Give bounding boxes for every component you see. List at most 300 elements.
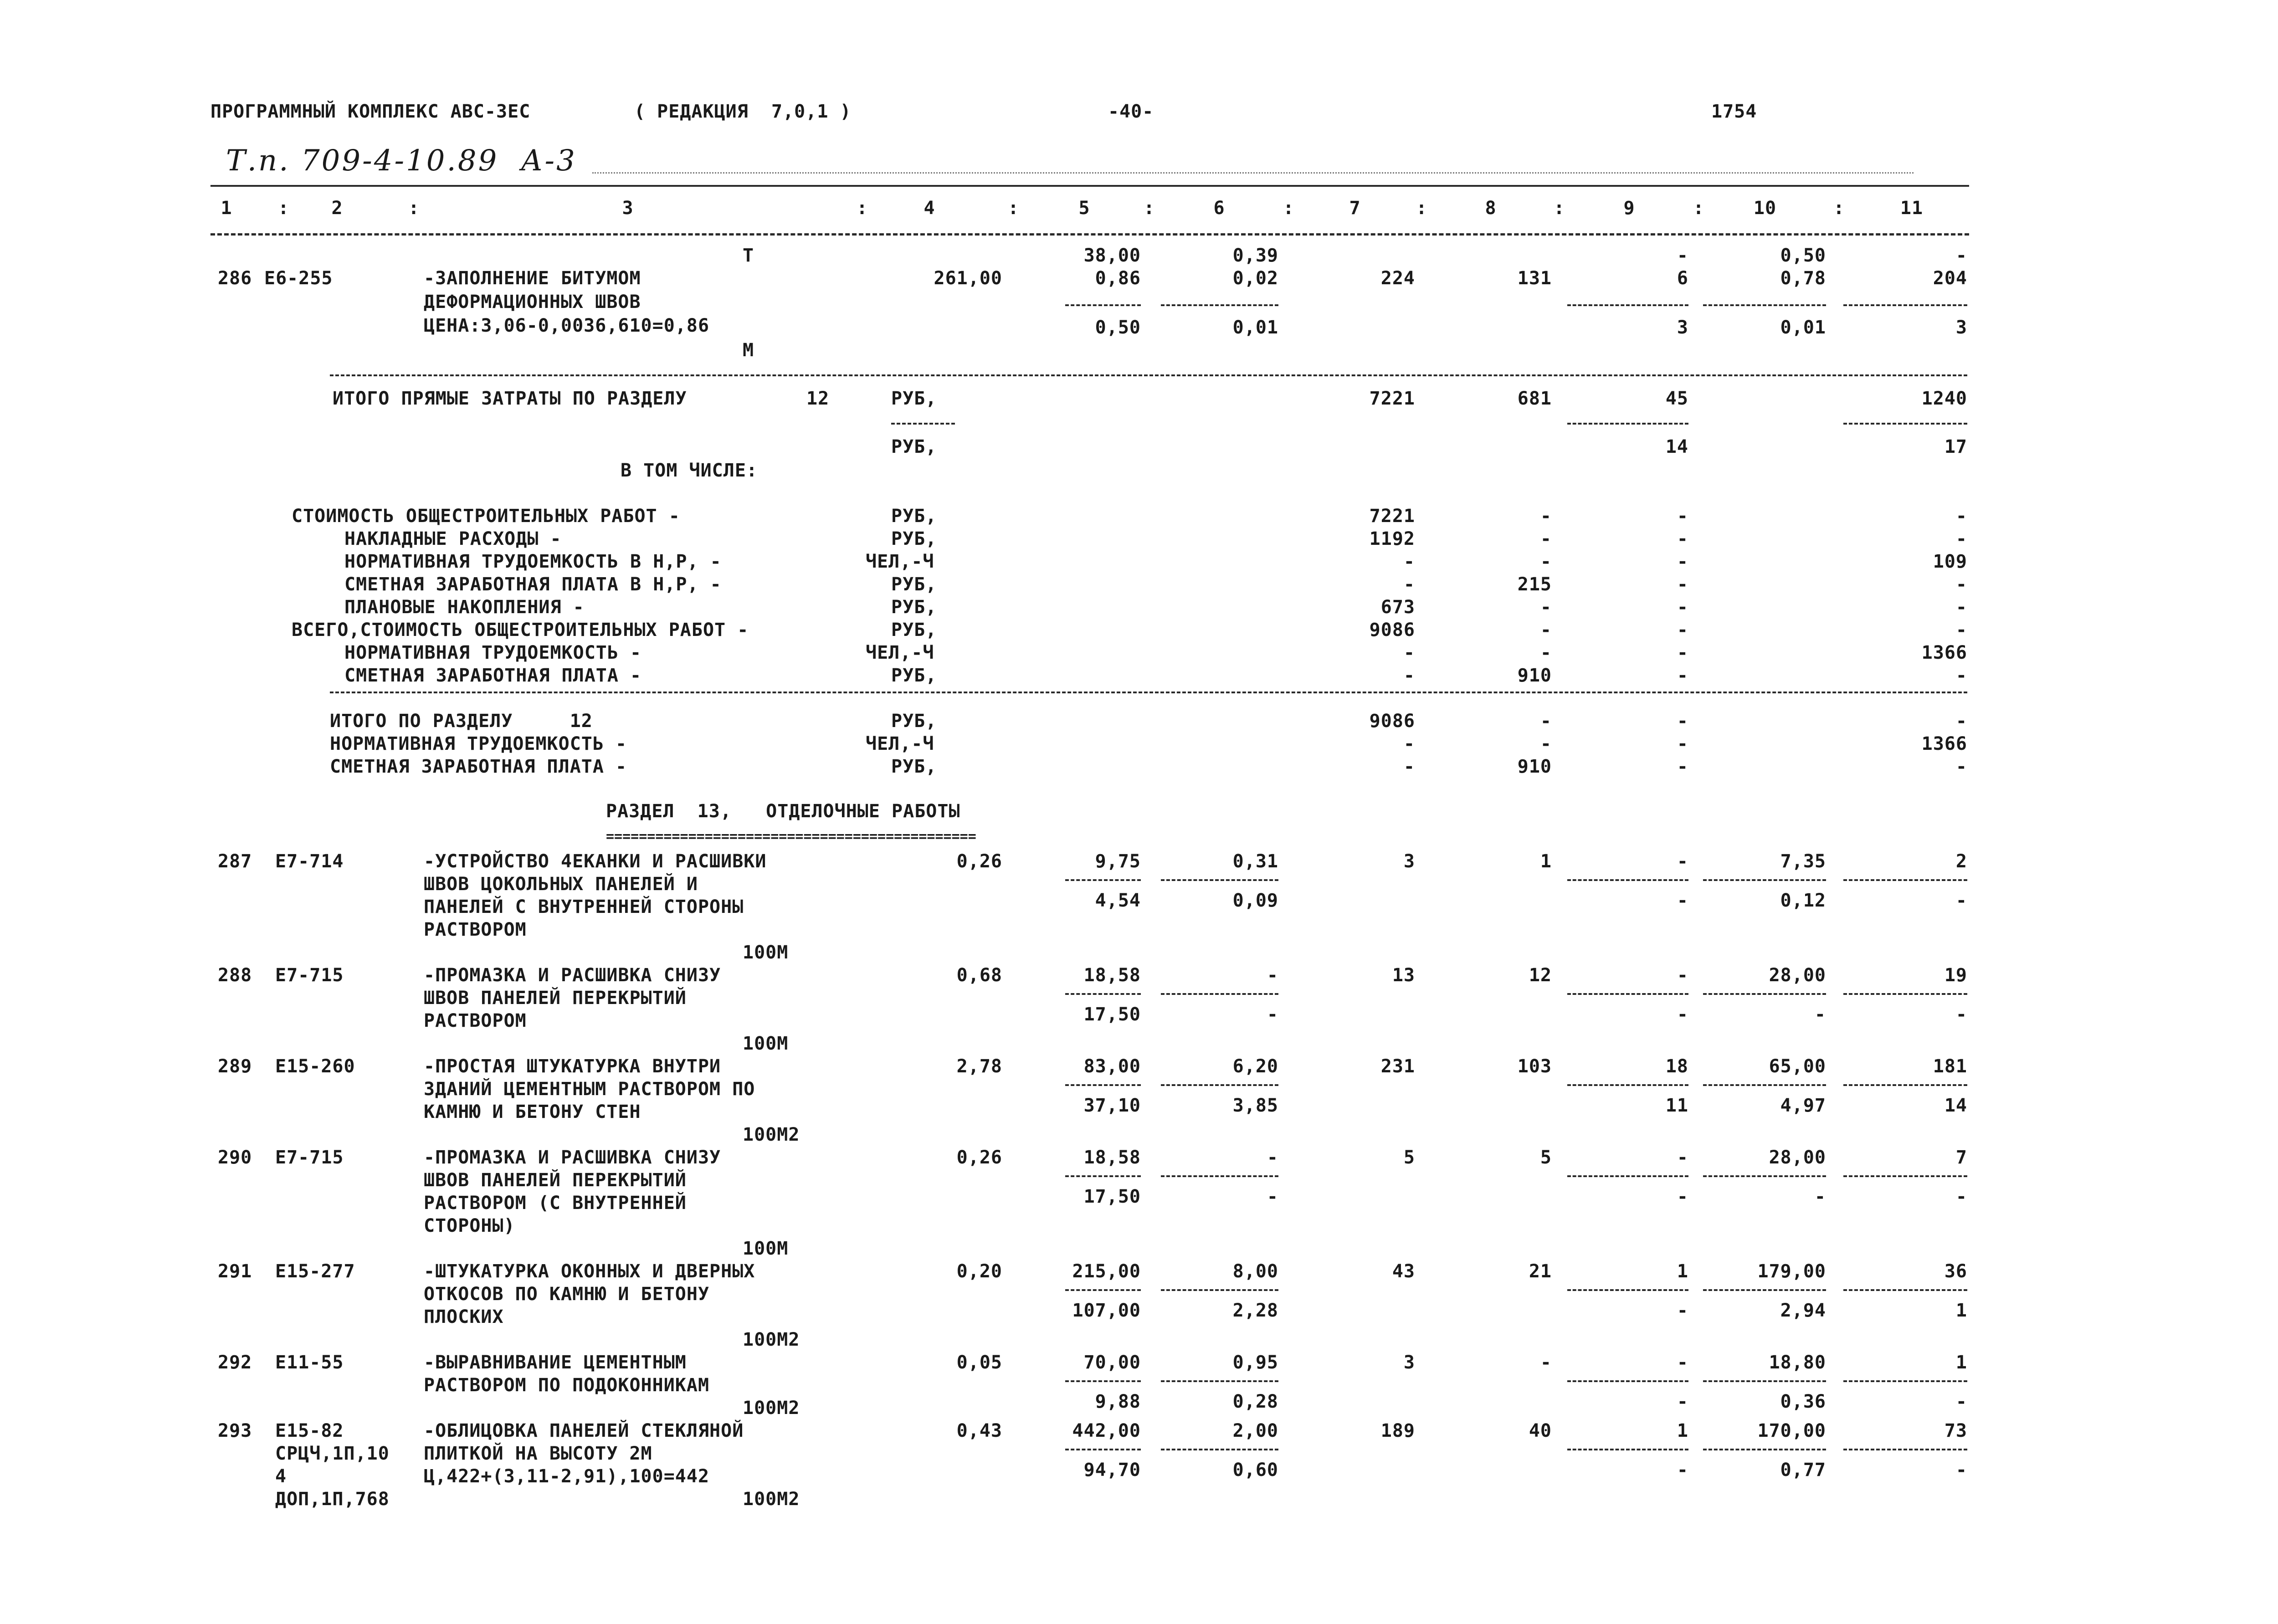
value-c5b: 17,50 bbox=[1083, 1004, 1141, 1025]
item-code: Е15-82 bbox=[275, 1420, 344, 1441]
value-c9b: - bbox=[1677, 1004, 1688, 1025]
value-c11: 2 bbox=[1955, 851, 1967, 872]
section-title-double-rule: ============================================= bbox=[606, 830, 976, 844]
value-c6b: 0,28 bbox=[1232, 1391, 1278, 1412]
breakdown-label: СМЕТНАЯ ЗАРАБОТНАЯ ПЛАТА В Н,Р, - bbox=[344, 574, 722, 595]
value-c10b: 0,12 bbox=[1780, 890, 1826, 911]
document-code: 1754 bbox=[1711, 101, 1757, 122]
unit-label: ЧЕЛ,-Ч bbox=[866, 642, 934, 663]
value-c11: 1 bbox=[1955, 1352, 1967, 1373]
page-number: -40- bbox=[1108, 101, 1154, 122]
unit-label: ЧЕЛ,-Ч bbox=[866, 733, 934, 754]
value-c11: - bbox=[1955, 245, 1967, 266]
unit-label: РУБ, bbox=[891, 597, 937, 618]
unit-label: РУБ, bbox=[891, 665, 937, 686]
value-c11b: - bbox=[1955, 1004, 1967, 1025]
value-c7: 1192 bbox=[1369, 528, 1415, 549]
value-c5b: 0,50 bbox=[1095, 317, 1141, 338]
item-description: ШВОВ ЦОКОЛЬНЫХ ПАНЕЛЕЙ И bbox=[424, 874, 698, 895]
value-c11: - bbox=[1955, 711, 1967, 732]
unit-label: М bbox=[743, 340, 754, 361]
program-title: ПРОГРАММНЫЙ КОМПЛЕКС АВС-ЗЕС bbox=[210, 101, 531, 122]
unit-label: Т bbox=[743, 245, 754, 266]
value-c5: 442,00 bbox=[1072, 1420, 1141, 1441]
value-underline bbox=[1567, 423, 1688, 425]
value-underline bbox=[1567, 879, 1688, 881]
value-underline bbox=[1843, 1289, 1967, 1291]
direct-costs-label: ИТОГО ПРЯМЫЕ ЗАТРАТЫ ПО РАЗДЕЛУ bbox=[333, 388, 687, 409]
value-c10b: - bbox=[1814, 1004, 1826, 1025]
value-underline bbox=[1843, 993, 1967, 995]
value-c10: 179,00 bbox=[1757, 1261, 1826, 1282]
column-number: 9 bbox=[1623, 198, 1635, 219]
value-c7: - bbox=[1403, 574, 1415, 595]
unit-label: ЧЕЛ,-Ч bbox=[866, 551, 934, 572]
value-c7: 7221 bbox=[1369, 388, 1415, 409]
item-number: 292 bbox=[218, 1352, 252, 1373]
column-number: 4 bbox=[924, 198, 935, 219]
value-c6b: 0,09 bbox=[1232, 890, 1278, 911]
item-number: 289 bbox=[218, 1056, 252, 1077]
value-underline bbox=[1703, 879, 1826, 881]
value-c9: - bbox=[1677, 1352, 1688, 1373]
value-c7: 7221 bbox=[1369, 506, 1415, 527]
value-c7: 231 bbox=[1380, 1056, 1415, 1077]
value-c7: 3 bbox=[1403, 1352, 1415, 1373]
value-c8: - bbox=[1540, 642, 1552, 663]
value-c4: 0,20 bbox=[956, 1261, 1002, 1282]
item-description: -ПРОСТАЯ ШТУКАТУРКА ВНУТРИ bbox=[424, 1056, 721, 1077]
breakdown-label: НАКЛАДНЫЕ РАСХОДЫ - bbox=[344, 528, 562, 549]
value-c8: - bbox=[1540, 528, 1552, 549]
value-c5: 18,58 bbox=[1083, 1147, 1141, 1168]
value-c5: 18,58 bbox=[1083, 965, 1141, 986]
item-code: Е15-260 bbox=[275, 1056, 355, 1077]
value-c6: 0,31 bbox=[1232, 851, 1278, 872]
column-separator: : bbox=[1693, 198, 1705, 219]
value-c9: - bbox=[1677, 733, 1688, 754]
unit-label: 100М bbox=[743, 1033, 789, 1054]
value-underline bbox=[1567, 1289, 1688, 1291]
section-total-label: ИТОГО ПО РАЗДЕЛУ 12 bbox=[330, 711, 593, 732]
value-c9: - bbox=[1677, 574, 1688, 595]
value-c5: 0,86 bbox=[1095, 268, 1141, 289]
item-code: Е7-714 bbox=[275, 851, 344, 872]
value-c8: 215 bbox=[1517, 574, 1552, 595]
value-c8: 40 bbox=[1529, 1420, 1552, 1441]
value-c8: - bbox=[1540, 1352, 1552, 1373]
column-separator: : bbox=[408, 198, 420, 219]
item-description: ОТКОСОВ ПО КАМНЮ И БЕТОНУ bbox=[424, 1284, 710, 1305]
value-underline bbox=[1161, 1449, 1278, 1450]
value-c7: 43 bbox=[1392, 1261, 1415, 1282]
column-number: 3 bbox=[622, 198, 634, 219]
value-underline bbox=[1703, 993, 1826, 995]
breakdown-label: НОРМАТИВНАЯ ТРУДОЕМКОСТЬ - bbox=[344, 642, 642, 663]
breakdown-label: СМЕТНАЯ ЗАРАБОТНАЯ ПЛАТА - bbox=[344, 665, 642, 686]
item-description: -ПРОМАЗКА И РАСШИВКА СНИЗУ bbox=[424, 1147, 721, 1168]
value-underline bbox=[1703, 1380, 1826, 1382]
item-code: Е7-715 bbox=[275, 1147, 344, 1168]
item-number: 287 bbox=[218, 851, 252, 872]
header-rule-bottom bbox=[210, 233, 1969, 236]
value-underline bbox=[1065, 1289, 1141, 1291]
value-c11b: 3 bbox=[1955, 317, 1967, 338]
column-separator: : bbox=[1833, 198, 1845, 219]
item-number: 291 bbox=[218, 1261, 252, 1282]
unit-label: 100М2 bbox=[743, 1398, 800, 1419]
value-c7: - bbox=[1403, 756, 1415, 777]
column-number: 11 bbox=[1900, 198, 1924, 219]
value-c11b: - bbox=[1955, 1391, 1967, 1412]
column-number: 8 bbox=[1485, 198, 1497, 219]
value-c8: - bbox=[1540, 597, 1552, 618]
value-c9: - bbox=[1677, 756, 1688, 777]
item-description: ПАНЕЛЕЙ С ВНУТРЕННЕЙ СТОРОНЫ bbox=[424, 897, 744, 917]
value-underline bbox=[1065, 879, 1141, 881]
value-c9: - bbox=[1677, 711, 1688, 732]
item-description: -ВЫРАВНИВАНИЕ ЦЕМЕНТНЫМ bbox=[424, 1352, 687, 1373]
value-c5: 215,00 bbox=[1072, 1261, 1141, 1282]
column-number: 10 bbox=[1753, 198, 1777, 219]
item-code: Е15-277 bbox=[275, 1261, 355, 1282]
item-description: -ПРОМАЗКА И РАСШИВКА СНИЗУ bbox=[424, 965, 721, 986]
breakdown-label: СТОИМОСТЬ ОБЩЕСТРОИТЕЛЬНЫХ РАБОТ - bbox=[292, 506, 680, 527]
item-description: РАСТВОРОМ (С ВНУТРЕННЕЙ bbox=[424, 1193, 687, 1214]
item-description: -ШТУКАТУРКА ОКОННЫХ И ДВЕРНЫХ bbox=[424, 1261, 755, 1282]
value-c5: 38,00 bbox=[1083, 245, 1141, 266]
value-c11b: 14 bbox=[1944, 1095, 1967, 1116]
value-c6: 0,39 bbox=[1232, 245, 1278, 266]
value-c7: 224 bbox=[1380, 268, 1415, 289]
value-underline bbox=[1843, 1449, 1967, 1450]
value-c5b: 4,54 bbox=[1095, 890, 1141, 911]
value-c7: 13 bbox=[1392, 965, 1415, 986]
item-description: ДЕФОРМАЦИОННЫХ ШВОВ bbox=[424, 292, 641, 313]
value-underline bbox=[1843, 423, 1967, 425]
item-number: 290 bbox=[218, 1147, 252, 1168]
value-underline bbox=[1567, 1175, 1688, 1177]
value-c10: 170,00 bbox=[1757, 1420, 1826, 1441]
edition-label: ( РЕДАКЦИЯ 7,0,1 ) bbox=[634, 101, 852, 122]
value-underline bbox=[1843, 1380, 1967, 1382]
value-underline bbox=[1161, 1380, 1278, 1382]
value-c4: 261,00 bbox=[934, 268, 1002, 289]
value-underline bbox=[1065, 1084, 1141, 1086]
value-c6: 0,95 bbox=[1232, 1352, 1278, 1373]
value-c11: - bbox=[1955, 756, 1967, 777]
unit-label: 100М2 bbox=[743, 1329, 800, 1350]
value-c5b: 9,88 bbox=[1095, 1391, 1141, 1412]
item-description: Ц,422+(3,11-2,91),100=442 bbox=[424, 1466, 710, 1487]
value-c4: 0,43 bbox=[956, 1420, 1002, 1441]
value-c10b: 0,36 bbox=[1780, 1391, 1826, 1412]
value-underline bbox=[1065, 304, 1141, 306]
breakdown-label: НОРМАТИВНАЯ ТРУДОЕМКОСТЬ В Н,Р, - bbox=[344, 551, 722, 572]
value-underline bbox=[1567, 993, 1688, 995]
column-number: 2 bbox=[331, 198, 343, 219]
value-underline bbox=[1065, 1449, 1141, 1450]
value-c7: 9086 bbox=[1369, 620, 1415, 640]
value-c10: 7,35 bbox=[1780, 851, 1826, 872]
value-c9: 14 bbox=[1665, 436, 1688, 457]
value-c9: - bbox=[1677, 528, 1688, 549]
value-c11: 109 bbox=[1933, 551, 1967, 572]
item-description: ШВОВ ПАНЕЛЕЙ ПЕРЕКРЫТИЙ bbox=[424, 1170, 687, 1191]
item-description: ЦЕНА:3,06-0,0036,610=0,86 bbox=[424, 315, 710, 336]
value-c10: 18,80 bbox=[1769, 1352, 1826, 1373]
value-c11b: 1 bbox=[1955, 1300, 1967, 1321]
value-c10: 65,00 bbox=[1769, 1056, 1826, 1077]
unit-label: РУБ, bbox=[891, 756, 937, 777]
value-c10: 28,00 bbox=[1769, 965, 1826, 986]
column-separator: : bbox=[1008, 198, 1020, 219]
item-description: ЗДАНИЙ ЦЕМЕНТНЫМ РАСТВОРОМ ПО bbox=[424, 1079, 755, 1100]
item-code-ref: СРЦЧ,1П,10 bbox=[275, 1443, 390, 1464]
value-underline bbox=[1065, 1380, 1141, 1382]
section-total-label: НОРМАТИВНАЯ ТРУДОЕМКОСТЬ - bbox=[330, 733, 627, 754]
value-c5: 83,00 bbox=[1083, 1056, 1141, 1077]
value-c10b: - bbox=[1814, 1186, 1826, 1207]
value-underline bbox=[1703, 1175, 1826, 1177]
value-c6b: - bbox=[1267, 1186, 1278, 1207]
item-code: Е7-715 bbox=[275, 965, 344, 986]
value-c5: 9,75 bbox=[1095, 851, 1141, 872]
item-description: -УСТРОЙСТВО 4ЕКАНКИ И РАСШИВКИ bbox=[424, 851, 767, 872]
value-c8: 131 bbox=[1517, 268, 1552, 289]
value-c6: - bbox=[1267, 1147, 1278, 1168]
value-c11: - bbox=[1955, 620, 1967, 640]
value-c7: - bbox=[1403, 642, 1415, 663]
value-c9b: - bbox=[1677, 1186, 1688, 1207]
value-c9: - bbox=[1677, 620, 1688, 640]
value-c4: 0,05 bbox=[956, 1352, 1002, 1373]
value-c4: 0,26 bbox=[956, 851, 1002, 872]
item-number: 286 bbox=[218, 268, 252, 289]
value-c8: - bbox=[1540, 551, 1552, 572]
value-c7: 673 bbox=[1380, 597, 1415, 618]
value-c6b: - bbox=[1267, 1004, 1278, 1025]
value-c8: 5 bbox=[1540, 1147, 1552, 1168]
value-c11: 1366 bbox=[1921, 642, 1967, 663]
item-description: ПЛОСКИХ bbox=[424, 1306, 504, 1327]
value-underline bbox=[1161, 879, 1278, 881]
value-c10: 28,00 bbox=[1769, 1147, 1826, 1168]
item-code: Е11-55 bbox=[275, 1352, 344, 1373]
value-c6: 2,00 bbox=[1232, 1420, 1278, 1441]
column-number: 6 bbox=[1213, 198, 1225, 219]
section-number: 12 bbox=[806, 388, 830, 409]
column-number: 7 bbox=[1349, 198, 1361, 219]
value-c10: 0,78 bbox=[1780, 268, 1826, 289]
header-dotted-trace bbox=[592, 172, 1914, 174]
value-c11: - bbox=[1955, 506, 1967, 527]
section-divider bbox=[330, 374, 1967, 376]
value-underline bbox=[1567, 1084, 1688, 1086]
column-number: 5 bbox=[1078, 198, 1090, 219]
value-underline bbox=[1843, 304, 1967, 306]
value-underline bbox=[1065, 1175, 1141, 1177]
value-c7: 3 bbox=[1403, 851, 1415, 872]
item-number: 293 bbox=[218, 1420, 252, 1441]
value-c7: 9086 bbox=[1369, 711, 1415, 732]
unit-label: РУБ, bbox=[891, 528, 937, 549]
value-c10b: 2,94 bbox=[1780, 1300, 1826, 1321]
section-total-label: СМЕТНАЯ ЗАРАБОТНАЯ ПЛАТА - bbox=[330, 756, 627, 777]
value-c6b: 0,01 bbox=[1232, 317, 1278, 338]
value-c5: 70,00 bbox=[1083, 1352, 1141, 1373]
value-c5b: 107,00 bbox=[1072, 1300, 1141, 1321]
item-number: 288 bbox=[218, 965, 252, 986]
value-c9b: - bbox=[1677, 890, 1688, 911]
value-c11: - bbox=[1955, 665, 1967, 686]
value-c11: 36 bbox=[1944, 1261, 1967, 1282]
item-description: КАМНЮ И БЕТОНУ СТЕН bbox=[424, 1101, 641, 1122]
value-c9: - bbox=[1677, 851, 1688, 872]
value-underline bbox=[1065, 993, 1141, 995]
value-c10b: 0,01 bbox=[1780, 317, 1826, 338]
value-c9b: 3 bbox=[1677, 317, 1688, 338]
item-code-ref: 4 bbox=[275, 1466, 287, 1487]
column-separator: : bbox=[1554, 198, 1565, 219]
value-c4: 0,26 bbox=[956, 1147, 1002, 1168]
column-separator: : bbox=[1283, 198, 1295, 219]
value-c6b: 3,85 bbox=[1232, 1095, 1278, 1116]
value-c11: 1366 bbox=[1921, 733, 1967, 754]
value-c6: - bbox=[1267, 965, 1278, 986]
value-c6b: 2,28 bbox=[1232, 1300, 1278, 1321]
value-underline bbox=[1567, 304, 1688, 306]
value-c7: - bbox=[1403, 733, 1415, 754]
item-description: РАСТВОРОМ bbox=[424, 1010, 527, 1031]
value-c9: - bbox=[1677, 245, 1688, 266]
unit-label: 100М bbox=[743, 942, 789, 963]
value-c8: 681 bbox=[1517, 388, 1552, 409]
value-c11: 19 bbox=[1944, 965, 1967, 986]
column-number: 1 bbox=[221, 198, 232, 219]
value-c5b: 17,50 bbox=[1083, 1186, 1141, 1207]
breakdown-label: ПЛАНОВЫЕ НАКОПЛЕНИЯ - bbox=[344, 597, 585, 618]
section-title: РАЗДЕЛ 13, ОТДЕЛОЧНЫЕ РАБОТЫ bbox=[606, 801, 960, 822]
item-description: ШВОВ ПАНЕЛЕЙ ПЕРЕКРЫТИЙ bbox=[424, 988, 687, 1009]
unit-label: 100М2 bbox=[743, 1124, 800, 1145]
unit-label: РУБ, bbox=[891, 388, 937, 409]
unit-label: 100М bbox=[743, 1238, 789, 1259]
handwritten-reference: Т.п. 709-4-10.89 А-3 bbox=[226, 144, 577, 178]
unit-label: РУБ, bbox=[891, 620, 937, 640]
value-c8: - bbox=[1540, 733, 1552, 754]
value-c8: 21 bbox=[1529, 1261, 1552, 1282]
value-c7: - bbox=[1403, 551, 1415, 572]
value-c5b: 37,10 bbox=[1083, 1095, 1141, 1116]
value-underline bbox=[1161, 993, 1278, 995]
value-c9: - bbox=[1677, 965, 1688, 986]
value-c4: 0,68 bbox=[956, 965, 1002, 986]
unit-label: РУБ, bbox=[891, 506, 937, 527]
value-underline bbox=[1843, 879, 1967, 881]
value-c5b: 94,70 bbox=[1083, 1460, 1141, 1481]
column-separator: : bbox=[278, 198, 290, 219]
value-c8: - bbox=[1540, 506, 1552, 527]
value-c9b: 11 bbox=[1665, 1095, 1688, 1116]
value-c9: 45 bbox=[1665, 388, 1688, 409]
value-c11b: - bbox=[1955, 1186, 1967, 1207]
column-separator: : bbox=[1144, 198, 1155, 219]
value-c6: 8,00 bbox=[1232, 1261, 1278, 1282]
value-c8: 103 bbox=[1517, 1056, 1552, 1077]
value-c8: 910 bbox=[1517, 756, 1552, 777]
value-c11: 17 bbox=[1944, 436, 1967, 457]
value-c9: - bbox=[1677, 506, 1688, 527]
value-c6b: 0,60 bbox=[1232, 1460, 1278, 1481]
value-underline bbox=[1703, 1289, 1826, 1291]
value-c11: 73 bbox=[1944, 1420, 1967, 1441]
value-underline bbox=[1843, 1175, 1967, 1177]
item-description: СТОРОНЫ) bbox=[424, 1215, 515, 1236]
value-c9: - bbox=[1677, 597, 1688, 618]
value-c8: 1 bbox=[1540, 851, 1552, 872]
value-underline bbox=[1703, 304, 1826, 306]
value-c11b: - bbox=[1955, 1460, 1967, 1481]
item-description: РАСТВОРОМ bbox=[424, 919, 527, 940]
header-rule-top bbox=[210, 185, 1969, 187]
item-description: ПЛИТКОЙ НА ВЫСОТУ 2М bbox=[424, 1443, 652, 1464]
value-c9b: - bbox=[1677, 1391, 1688, 1412]
value-c10b: 4,97 bbox=[1780, 1095, 1826, 1116]
value-underline bbox=[1567, 1449, 1688, 1450]
value-c11: 181 bbox=[1933, 1056, 1967, 1077]
value-c11: - bbox=[1955, 528, 1967, 549]
value-c9: - bbox=[1677, 665, 1688, 686]
value-c9: - bbox=[1677, 1147, 1688, 1168]
column-separator: : bbox=[857, 198, 868, 219]
value-c8: 910 bbox=[1517, 665, 1552, 686]
value-underline bbox=[891, 423, 955, 425]
value-c4: 2,78 bbox=[956, 1056, 1002, 1077]
value-c9: 1 bbox=[1677, 1261, 1688, 1282]
value-c7: - bbox=[1403, 665, 1415, 686]
value-underline bbox=[1161, 304, 1278, 306]
value-c10b: 0,77 bbox=[1780, 1460, 1826, 1481]
value-c9: - bbox=[1677, 551, 1688, 572]
value-c11: 7 bbox=[1955, 1147, 1967, 1168]
item-description: -ОБЛИЦОВКА ПАНЕЛЕЙ СТЕКЛЯНОЙ bbox=[424, 1420, 744, 1441]
value-c9b: - bbox=[1677, 1460, 1688, 1481]
column-separator: : bbox=[1416, 198, 1428, 219]
value-c9b: - bbox=[1677, 1300, 1688, 1321]
value-c9: 18 bbox=[1665, 1056, 1688, 1077]
value-c8: - bbox=[1540, 711, 1552, 732]
value-c7: 189 bbox=[1380, 1420, 1415, 1441]
value-underline bbox=[1843, 1084, 1967, 1086]
unit-label: РУБ, bbox=[891, 574, 937, 595]
item-description: РАСТВОРОМ ПО ПОДОКОННИКАМ bbox=[424, 1375, 710, 1396]
including-label: В ТОМ ЧИСЛЕ: bbox=[621, 460, 758, 481]
value-c10: 0,50 bbox=[1780, 245, 1826, 266]
unit-label: 100М2 bbox=[743, 1489, 800, 1510]
value-c11: - bbox=[1955, 574, 1967, 595]
value-c6: 6,20 bbox=[1232, 1056, 1278, 1077]
value-c9: 1 bbox=[1677, 1420, 1688, 1441]
value-c7: 5 bbox=[1403, 1147, 1415, 1168]
value-underline bbox=[1161, 1084, 1278, 1086]
value-underline bbox=[1703, 1449, 1826, 1450]
value-c11b: - bbox=[1955, 890, 1967, 911]
value-underline bbox=[1161, 1289, 1278, 1291]
value-c8: 12 bbox=[1529, 965, 1552, 986]
value-c11: - bbox=[1955, 597, 1967, 618]
value-c6: 0,02 bbox=[1232, 268, 1278, 289]
